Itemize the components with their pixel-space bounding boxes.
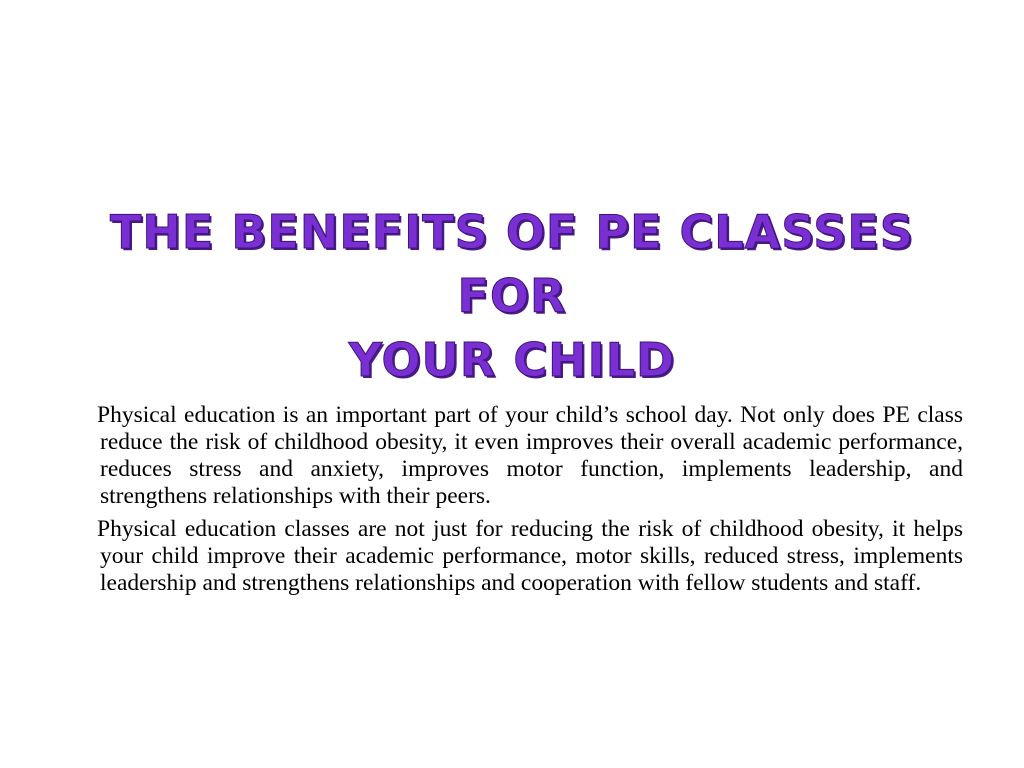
- body-paragraph-1: Physical education is an important part of your child’s school day. Not only does PE class reduce the risk of childhood obesity, it even improves their overall academic performance, reduces stress and anxiety, improves motor function, implements leadership, and strengthens relationships with their peers.: [97, 402, 963, 509]
- title-line-1: THE BENEFITS OF PE CLASSES FOR: [110, 205, 914, 323]
- slide-title: [80, 200, 944, 392]
- title-line-2: YOUR CHILD: [348, 333, 676, 387]
- body-paragraph-2: Physical education classes are not just for reducing the risk of childhood obesity, it helps your child improve their academic performance, motor skills, reduced stress, implements leadership and strengthens relationships and cooperation with fellow students and staff.: [97, 516, 963, 596]
- slide-body: [97, 402, 963, 603]
